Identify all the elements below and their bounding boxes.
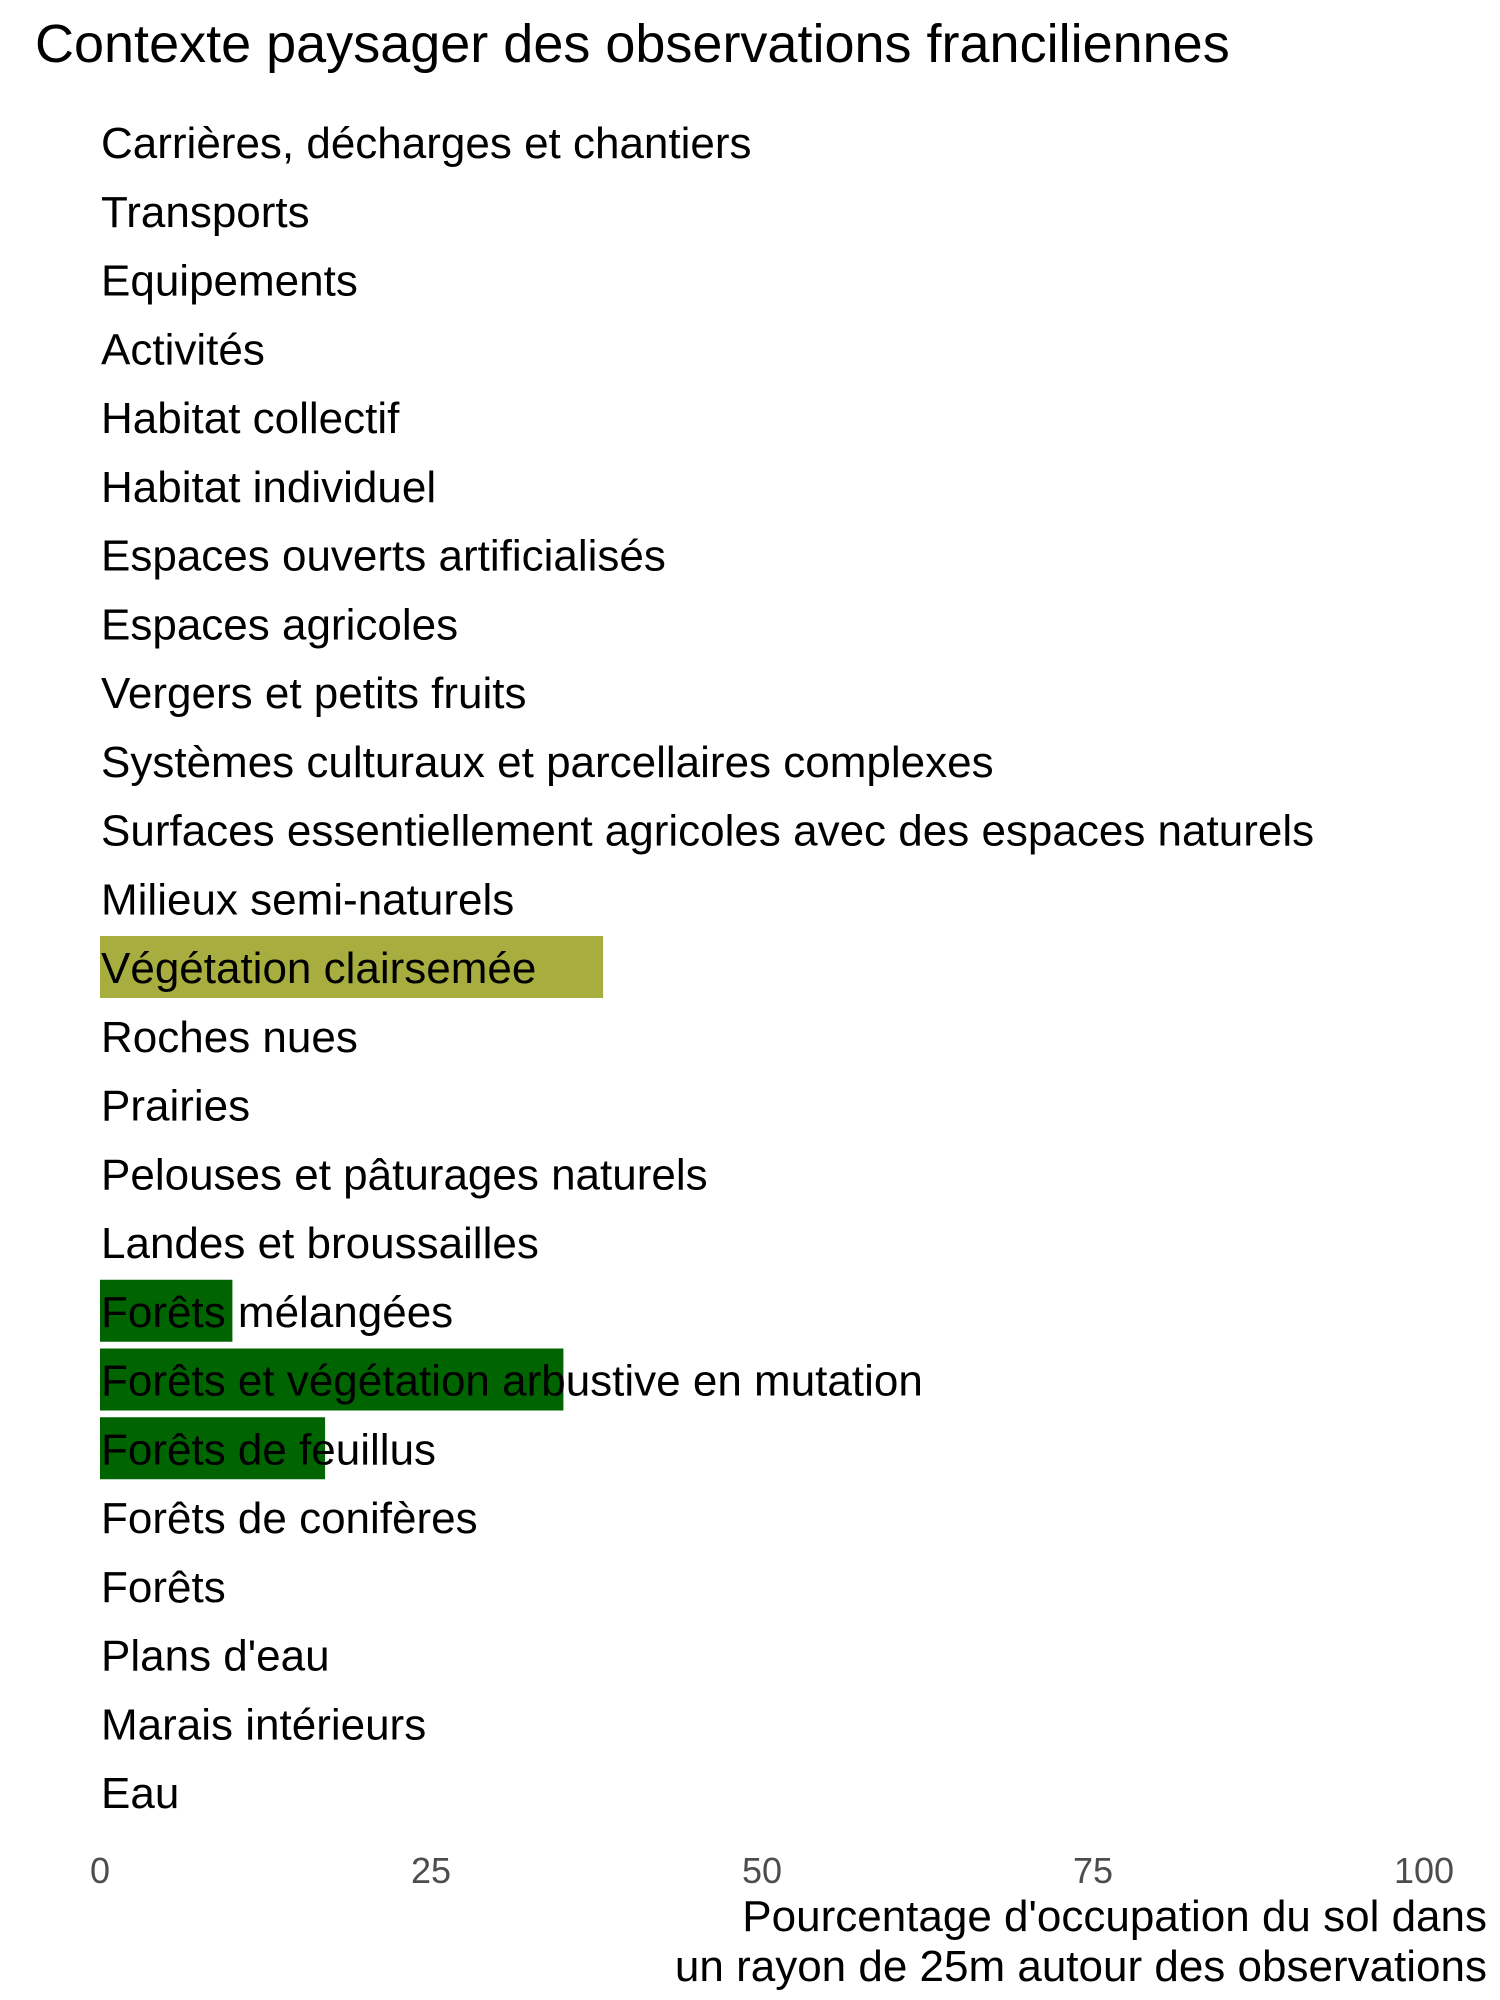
x-axis-title-line-2: un rayon de 25m autour des observations (674, 1942, 1487, 1991)
category-label-forets-et-vegetation-arbustive-en-mutation: Forêts et végétation arbustive en mutation (101, 1356, 923, 1406)
category-label-landes-et-broussailles: Landes et broussailles (101, 1219, 539, 1268)
category-label-carrieres-decharges-et-chantiers: Carrières, décharges et chantiers (101, 119, 752, 168)
x-tick-label-0: 0 (89, 1850, 111, 1891)
category-label-surfaces-essentiellement-agricoles-avec-des-espaces-naturels: Surfaces essentiellement agricoles avec des espaces naturels (101, 806, 1315, 856)
category-label-forets-melangees: Forêts mélangées (101, 1287, 454, 1337)
category-label-roches-nues: Roches nues (101, 1012, 358, 1062)
category-label-transports: Transports (101, 187, 310, 237)
x-tick-label-50: 50 (741, 1850, 783, 1891)
category-label-vergers-et-petits-fruits: Vergers et petits fruits (101, 669, 527, 718)
category-label-habitat-individuel: Habitat individuel (101, 462, 437, 512)
x-tick-label-75: 75 (1072, 1850, 1114, 1891)
category-label-milieux-semi-naturels: Milieux semi-naturels (101, 875, 515, 925)
category-label-espaces-ouverts-artificialises: Espaces ouverts artificialisés (101, 531, 666, 581)
category-label-systemes-culturaux-et-parcellaires-complexes: Systèmes culturaux et parcellaires complexes (101, 737, 994, 787)
category-label-espaces-agricoles: Espaces agricoles (101, 600, 459, 650)
category-label-plans-d-eau: Plans d'eau (101, 1631, 330, 1681)
category-label-marais-interieurs: Marais intérieurs (101, 1700, 427, 1750)
category-label-prairies: Prairies (101, 1081, 251, 1131)
category-label-forets-de-feuillus: Forêts de feuillus (101, 1425, 437, 1475)
x-axis-title-line-1: Pourcentage d'occupation du sol dans (742, 1892, 1487, 1941)
category-labels (101, 119, 1314, 1818)
category-label-activites: Activités (101, 325, 265, 375)
category-label-pelouses-et-paturages-naturels: Pelouses et pâturages naturels (101, 1150, 708, 1200)
category-label-eau: Eau (101, 1769, 180, 1818)
x-axis-ticks (90, 1850, 1454, 1891)
x-tick-label-25: 25 (410, 1850, 452, 1891)
chart-title: Contexte paysager des observations franciliennes (35, 14, 1230, 74)
category-label-equipements: Equipements (101, 256, 358, 306)
category-label-forets: Forêts (101, 1562, 226, 1612)
x-tick-label-100: 100 (1393, 1850, 1455, 1891)
category-label-habitat-collectif: Habitat collectif (101, 394, 400, 443)
category-label-vegetation-clairsemee: Végétation clairsemée (101, 944, 537, 993)
category-label-forets-de-coniferes: Forêts de conifères (101, 1494, 478, 1543)
